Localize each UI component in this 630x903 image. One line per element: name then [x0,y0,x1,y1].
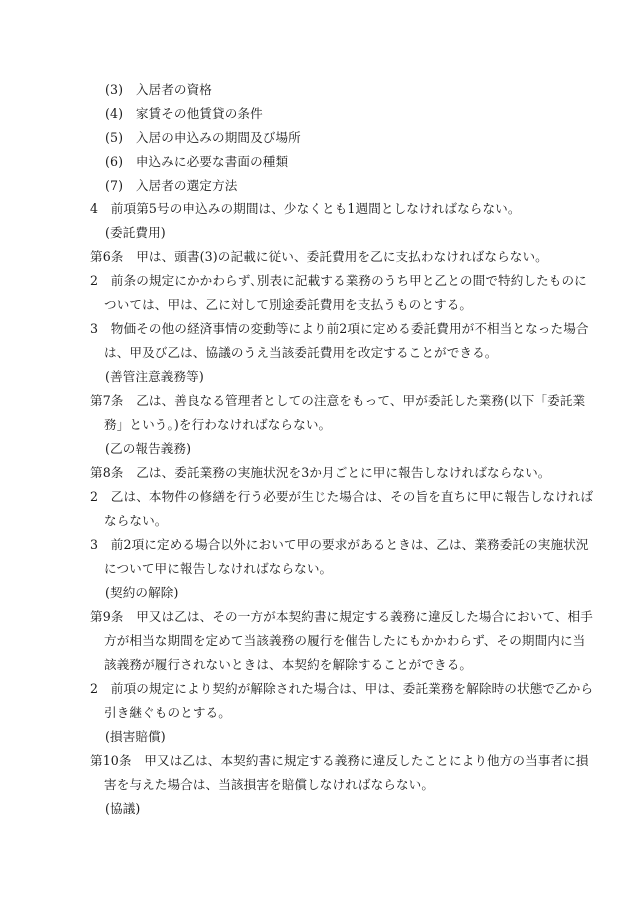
section-heading: (損害賠償) [105,729,166,744]
section-heading: (乙の報告義務) [105,441,192,456]
paragraph-line: 該義務が履行されないときは、本契約を解除することができる。 [104,657,473,672]
paragraph-line: 4 前項第5号の申込みの期間は、少なくとも1週間としなければならない。 [90,201,521,216]
article-line: 第6条 甲は、頭書(3)の記載に従い、委託費用を乙に支払わなければならない。 [90,249,548,264]
list-item-3: (3) 入居者の資格 [105,82,212,97]
list-item-6: (6) 申込みに必要な書面の種類 [105,154,289,169]
list-item-4: (4) 家賃その他賃貸の条件 [105,106,263,121]
article-line: 第10条 甲又は乙は、本契約書に規定する義務に違反したことにより他方の当事者に損 [90,753,589,768]
paragraph-line: 方が相当な期間を定めて当該義務の履行を催告したにもかかわらず、その期間内に当 [104,633,586,648]
section-heading: (協議) [105,801,141,816]
paragraph-line: ついては、甲は、乙に対して別途委託費用を支払うものとする。 [104,297,473,312]
article-line: 第8条 乙は、委託業務の実施状況を3か月ごとに甲に報告しなければならない。 [90,465,551,480]
paragraph-line: ならない。 [104,513,168,528]
paragraph-line: 3 前2項に定める場合以外において甲の要求があるときは、乙は、業務委託の実施状況 [90,537,589,552]
paragraph-line: 2 乙は、本物件の修繕を行う必要が生じた場合は、その旨を直ちに甲に報告しなければ [90,489,594,504]
section-heading: (委託費用) [105,225,166,240]
section-heading: (善管注意義務等) [105,369,204,384]
paragraph-line: 務」という。)を行わなければならない。 [104,417,332,432]
list-item-7: (7) 入居者の選定方法 [105,178,238,193]
article-line: 第7条 乙は、善良なる管理者としての注意をもって、甲が委託した業務(以下「委託業 [90,393,586,408]
paragraph-line: について甲に報告しなければならない。 [104,561,333,576]
paragraph-line: 2 前項の規定により契約が解除された場合は、甲は、委託業務を解除時の状態で乙から [90,681,594,696]
paragraph-line: 2 前条の規定にかかわらず､別表に記載する業務のうち甲と乙との間で特約したものに [90,273,587,288]
list-item-5: (5) 入居の申込みの期間及び場所 [105,130,301,145]
section-heading: (契約の解除) [105,585,179,600]
paragraph-line: 3 物価その他の経済事情の変動等により前2項に定める委託費用が不相当となった場合 [90,321,589,336]
article-line: 第9条 甲又は乙は、その一方が本契約書に規定する義務に違反した場合において、相手 [90,609,593,624]
paragraph-line: 引き継ぐものとする。 [104,705,231,720]
paragraph-line: は、甲及び乙は、協議のうえ当該委託費用を改定することができる。 [104,345,498,360]
paragraph-line: 害を与えた場合は、当該損害を賠償しなければならない。 [104,777,435,792]
